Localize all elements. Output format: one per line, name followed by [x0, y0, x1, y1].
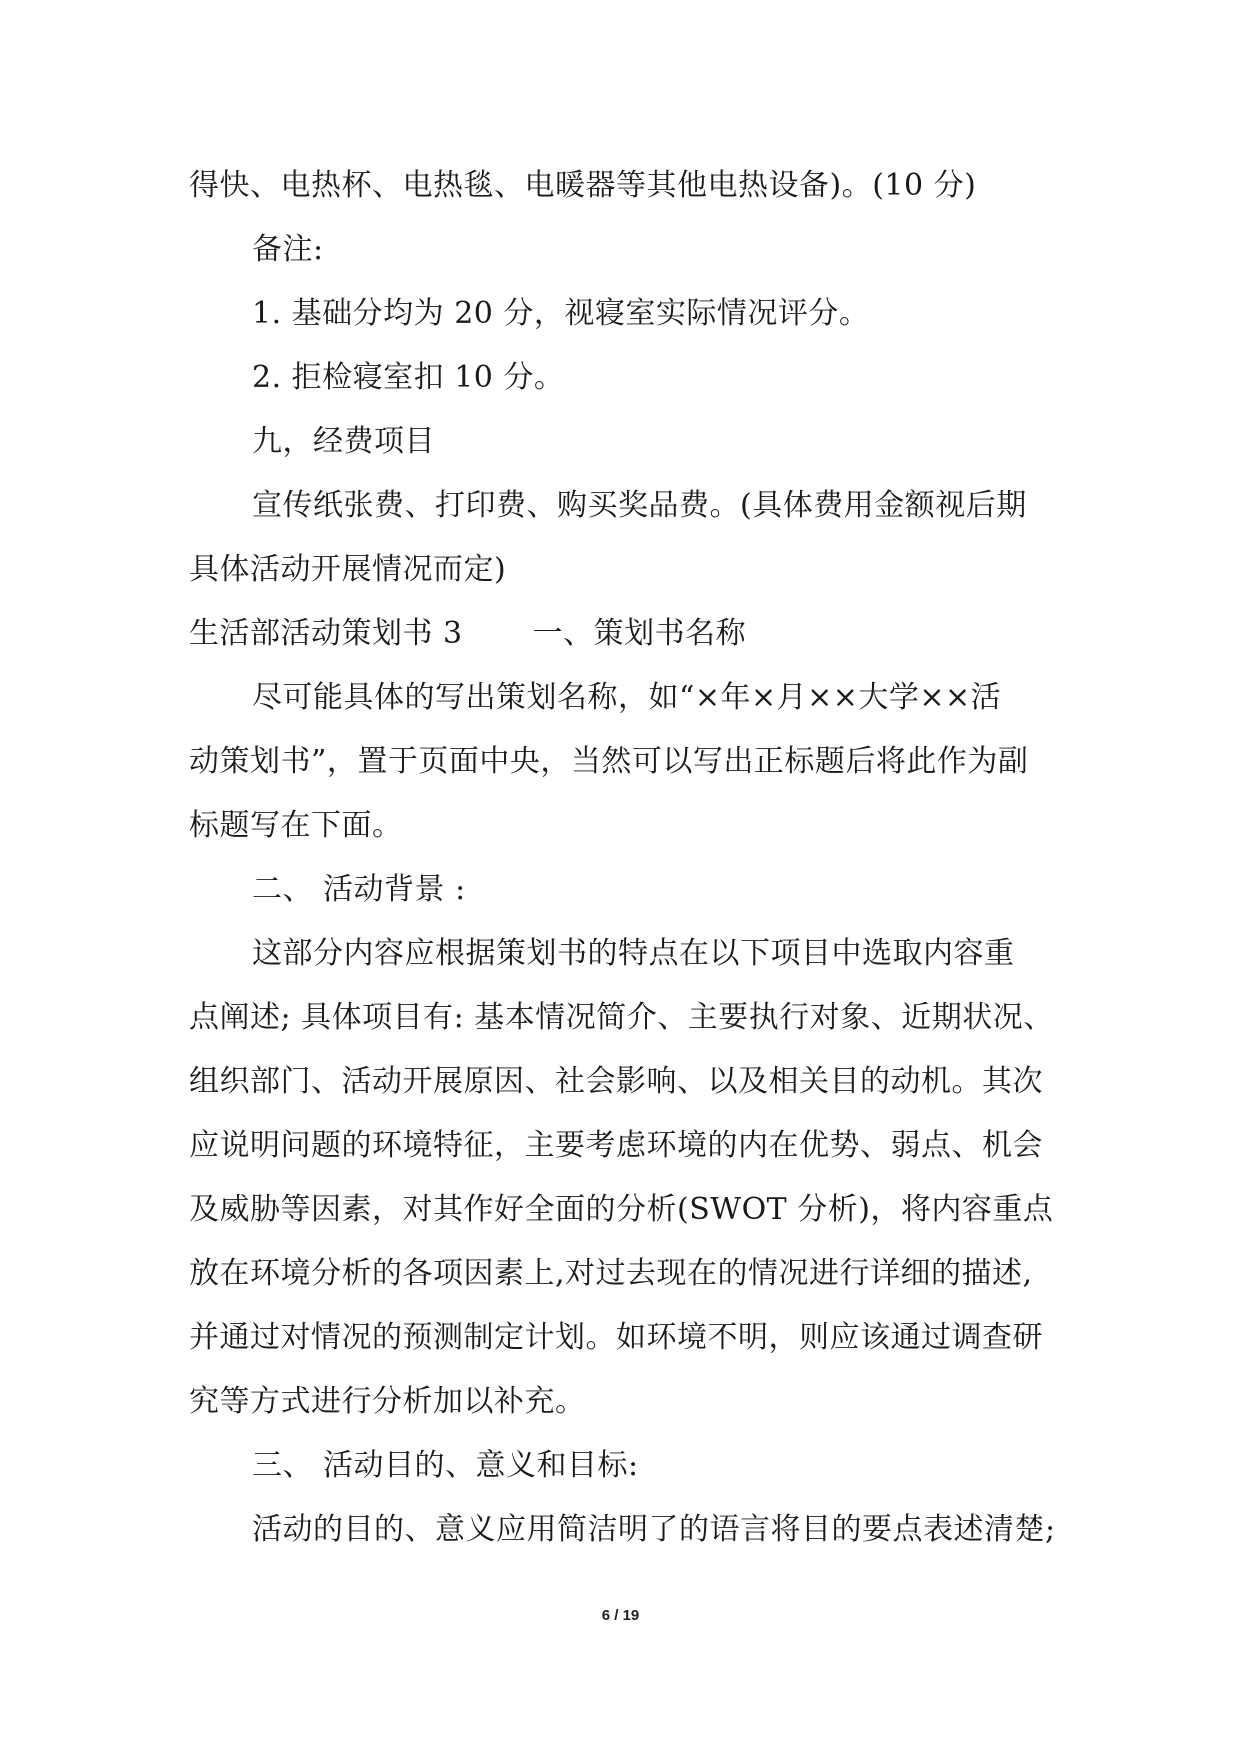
body-text-line: 尽可能具体的写出策划名称，如“×年×月××大学××活: [252, 680, 1002, 715]
body-text-line: 宣传纸张费、打印费、购买奖品费。(具体费用金额视后期: [252, 488, 1027, 523]
body-text-line: 并通过对情况的预测制定计划。如环境不明，则应该通过调查研: [189, 1320, 1043, 1355]
body-text-line: 应说明问题的环境特征，主要考虑环境的内在优势、弱点、机会: [189, 1128, 1043, 1163]
section-heading: 一、策划书名称: [532, 616, 747, 651]
page-number: 6 / 19: [601, 1607, 640, 1624]
section-heading: 三、 活动目的、意义和目标:: [252, 1448, 639, 1483]
body-text-line: 及威胁等因素，对其作好全面的分析(SWOT 分析)，将内容重点: [189, 1192, 1054, 1227]
body-text-line: 具体活动开展情况而定): [189, 552, 507, 587]
document-title: 生活部活动策划书 3: [189, 616, 463, 651]
body-text-line: 究等方式进行分析加以补充。: [189, 1384, 586, 1419]
document-title-row: [189, 616, 1069, 652]
note-item: 2. 拒检寝室扣 10 分。: [252, 360, 565, 395]
section-heading: 二、 活动背景 :: [252, 872, 466, 907]
body-text-line: 得快、电热杯、电热毯、电暖器等其他电热设备)。(10 分): [189, 168, 977, 203]
body-text-line: 标题写在下面。: [189, 808, 403, 843]
body-text-line: 这部分内容应根据策划书的特点在以下项目中选取内容重: [252, 936, 1015, 971]
body-text-line: 点阐述; 具体项目有: 基本情况简介、主要执行对象、近期状况、: [189, 1000, 1054, 1035]
notes-heading: 备注:: [252, 232, 324, 267]
body-text-line: 活动的目的、意义应用简洁明了的语言将目的要点表述清楚;: [252, 1512, 1056, 1547]
section-heading: 九，经费项目: [252, 424, 435, 459]
body-text-line: 动策划书”，置于页面中央，当然可以写出正标题后将此作为副: [189, 744, 1029, 779]
note-item: 1. 基础分均为 20 分，视寝室实际情况评分。: [252, 296, 870, 331]
body-text-line: 组织部门、活动开展原因、社会影响、以及相关目的动机。其次: [189, 1064, 1043, 1099]
body-text-line: 放在环境分析的各项因素上,对过去现在的情况进行详细的描述,: [189, 1256, 1033, 1291]
